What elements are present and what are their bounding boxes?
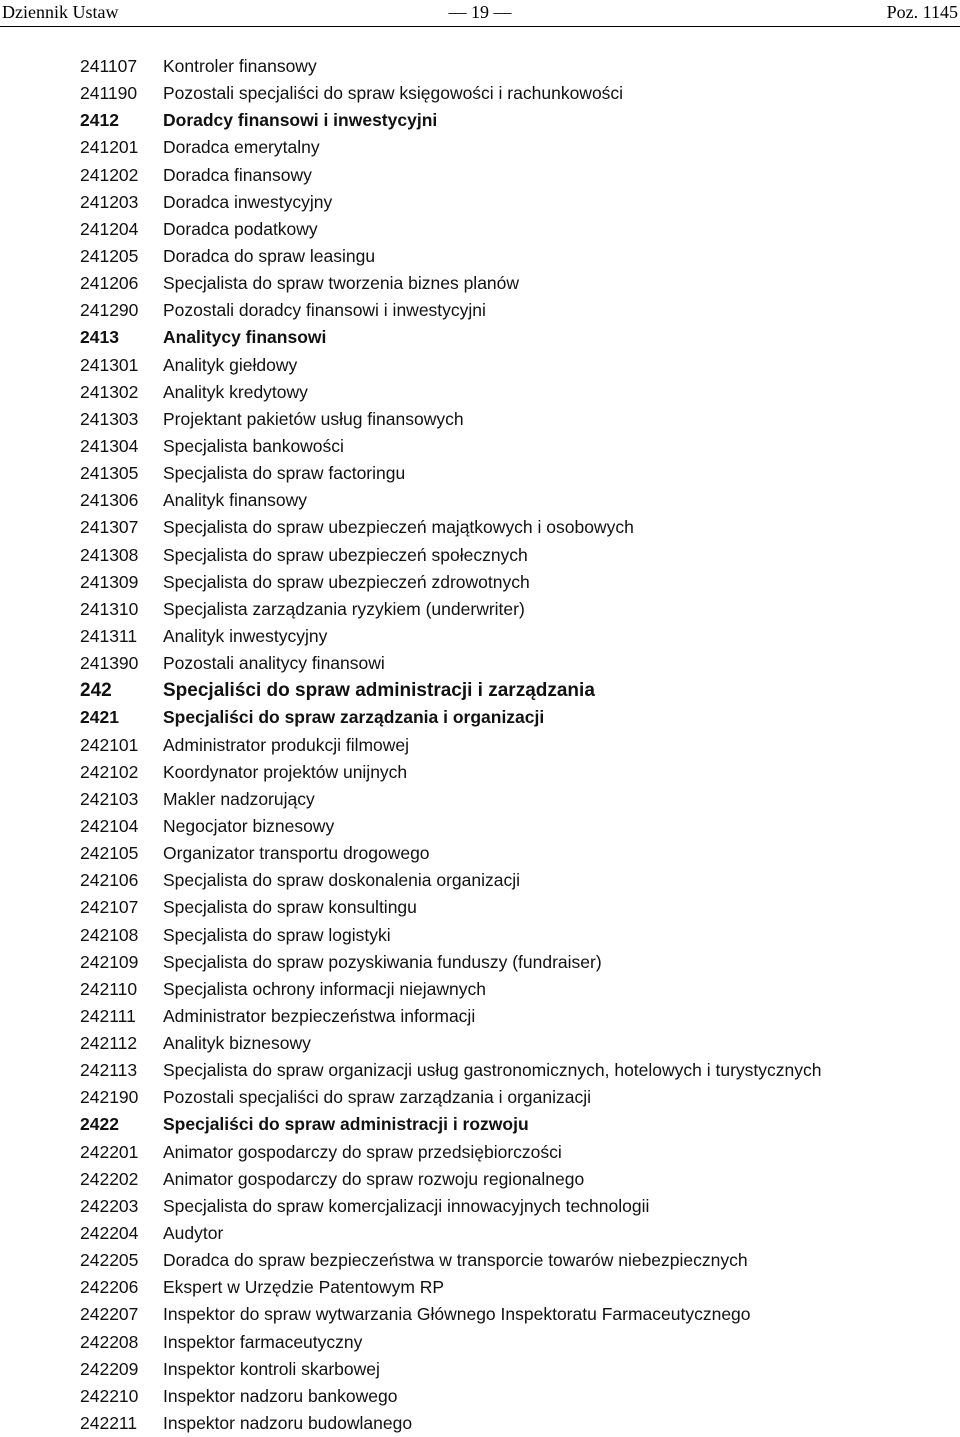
list-item (80, 1220, 950, 1247)
list-item (80, 53, 950, 80)
list-item (80, 1356, 950, 1383)
list-item (80, 1301, 950, 1328)
occupation-name: Specjalista ochrony informacji niejawnych (163, 978, 486, 999)
occupation-name: Makler nadzorujący (163, 788, 315, 809)
occupation-name: Specjalista do spraw ubezpieczeń społecznych (163, 544, 528, 565)
list-item (80, 1329, 950, 1356)
occupation-code: 241204 (80, 218, 139, 239)
occupation-name: Analityk inwestycyjny (163, 625, 328, 646)
occupation-code: 242102 (80, 761, 139, 782)
occupation-code: 241202 (80, 164, 139, 185)
occupation-code: 241311 (80, 625, 138, 646)
occupation-code-list (80, 53, 950, 1437)
occupation-code: 242109 (80, 951, 139, 972)
occupation-name: Specjalista do spraw organizacji usług gastronomicznych, hotelowych i turystycznych (163, 1060, 822, 1081)
occupation-name: Doradca inwestycyjny (163, 191, 333, 212)
occupation-name: Pozostali analitycy finansowi (163, 653, 385, 674)
occupation-code: 242110 (80, 978, 138, 999)
list-item (80, 894, 950, 921)
section-heading (80, 677, 950, 704)
list-item (80, 379, 950, 406)
list-item (80, 569, 950, 596)
occupation-code: 242205 (80, 1250, 139, 1271)
list-item (80, 786, 950, 813)
occupation-name: Specjalista do spraw doskonalenia organizacji (163, 870, 521, 891)
occupation-code: 242112 (80, 1033, 138, 1054)
list-item (80, 80, 950, 107)
list-item (80, 216, 950, 243)
list-item (80, 1057, 950, 1084)
occupation-name: Animator gospodarczy do spraw przedsiębiorczości (163, 1141, 562, 1162)
list-item (80, 596, 950, 623)
occupation-name: Administrator produkcji filmowej (163, 734, 410, 755)
occupation-name: Specjaliści do spraw administracji i rozwoju (163, 1114, 529, 1135)
occupation-code: 241206 (80, 273, 139, 294)
list-item (80, 813, 950, 840)
list-item (80, 514, 950, 541)
occupation-name: Analityk giełdowy (163, 354, 298, 375)
occupation-name: Negocjator biznesowy (163, 815, 335, 836)
list-item (80, 976, 950, 1003)
list-item (80, 867, 950, 894)
occupation-name: Specjaliści do spraw zarządzania i organizacji (163, 707, 545, 728)
occupation-code: 241306 (80, 490, 139, 511)
occupation-code: 241290 (80, 300, 139, 321)
occupation-name: Inspektor kontroli skarbowej (163, 1358, 380, 1379)
occupation-name: Projektant pakietów usług finansowych (163, 408, 464, 429)
list-item (80, 1383, 950, 1410)
occupation-name: Specjalista do spraw logistyki (163, 924, 391, 945)
list-item (80, 1274, 950, 1301)
occupation-code: 242108 (80, 924, 139, 945)
group-heading (80, 107, 950, 134)
occupation-name: Doradca emerytalny (163, 137, 320, 158)
occupation-name: Animator gospodarczy do spraw rozwoju regionalnego (163, 1168, 585, 1189)
occupation-code: 241301 (80, 354, 139, 375)
list-item (80, 922, 950, 949)
occupation-name: Specjalista do spraw komercjalizacji innowacyjnych technologii (163, 1195, 650, 1216)
occupation-code: 242206 (80, 1277, 139, 1298)
occupation-code: 241190 (80, 83, 138, 104)
list-item (80, 134, 950, 161)
occupation-name: Specjalista do spraw factoringu (163, 463, 406, 484)
occupation-code: 242209 (80, 1358, 139, 1379)
list-item (80, 433, 950, 460)
occupation-name: Specjalista bankowości (163, 435, 344, 456)
occupation-code: 242103 (80, 788, 139, 809)
list-item (80, 1193, 950, 1220)
occupation-name: Specjalista do spraw ubezpieczeń majątkowych i osobowych (163, 517, 634, 538)
list-item (80, 297, 950, 324)
page-header (0, 0, 960, 27)
occupation-name: Organizator transportu drogowego (163, 843, 430, 864)
occupation-name: Inspektor farmaceutyczny (163, 1331, 363, 1352)
occupation-code: 241303 (80, 408, 139, 429)
occupation-name: Specjalista do spraw pozyskiwania funduszy (fundraiser) (163, 951, 602, 972)
occupation-name: Administrator bezpieczeństwa informacji (163, 1005, 476, 1026)
occupation-name: Pozostali specjaliści do spraw zarządzania i organizacji (163, 1087, 591, 1108)
occupation-code: 242201 (80, 1141, 139, 1162)
list-item (80, 623, 950, 650)
group-heading (80, 1111, 950, 1138)
occupation-name: Specjalista do spraw konsultingu (163, 897, 417, 918)
occupation-code: 242210 (80, 1385, 139, 1406)
list-item (80, 1003, 950, 1030)
occupation-name: Doradca do spraw leasingu (163, 245, 376, 266)
occupation-name: Doradca do spraw bezpieczeństwa w transporcie towarów niebezpiecznych (163, 1250, 748, 1271)
occupation-name: Pozostali specjaliści do spraw księgowości i rachunkowości (163, 83, 624, 104)
occupation-code: 242111 (80, 1005, 136, 1026)
occupation-name: Analityk finansowy (163, 490, 307, 511)
occupation-code: 242106 (80, 870, 139, 891)
occupation-code: 241308 (80, 544, 139, 565)
occupation-code: 242202 (80, 1168, 139, 1189)
position-number: Poz. 1145 (886, 2, 958, 22)
occupation-code: 242208 (80, 1331, 139, 1352)
occupation-code: 2421 (80, 707, 119, 728)
occupation-name: Specjalista zarządzania ryzykiem (underwriter) (163, 598, 525, 619)
list-item (80, 1030, 950, 1057)
occupation-name: Specjalista do spraw ubezpieczeń zdrowotnych (163, 571, 530, 592)
occupation-name: Inspektor nadzoru budowlanego (163, 1413, 413, 1434)
occupation-code: 242107 (80, 897, 139, 918)
occupation-name: Audytor (163, 1223, 224, 1244)
occupation-code: 241390 (80, 653, 139, 674)
occupation-code: 2422 (80, 1114, 119, 1135)
list-item (80, 487, 950, 514)
list-item (80, 189, 950, 216)
occupation-code: 241302 (80, 381, 139, 402)
list-item (80, 542, 950, 569)
occupation-code: 242204 (80, 1223, 139, 1244)
list-item (80, 1247, 950, 1274)
occupation-name: Inspektor do spraw wytwarzania Głównego Inspektoratu Farmaceutycznego (163, 1304, 751, 1325)
occupation-code: 242203 (80, 1195, 139, 1216)
list-item (80, 460, 950, 487)
occupation-name: Kontroler finansowy (163, 56, 317, 76)
occupation-code: 241304 (80, 435, 139, 456)
list-item (80, 759, 950, 786)
occupation-code: 242101 (80, 734, 139, 755)
occupation-name: Specjaliści do spraw administracji i zarządzania (163, 680, 595, 702)
occupation-code: 241310 (80, 598, 139, 619)
occupation-code: 242207 (80, 1304, 139, 1325)
occupation-name: Doradcy finansowi i inwestycyjni (163, 110, 438, 131)
occupation-code: 241203 (80, 191, 139, 212)
occupation-code: 2412 (80, 110, 119, 131)
occupation-name: Specjalista do spraw tworzenia biznes planów (163, 273, 520, 294)
list-item (80, 1166, 950, 1193)
list-item (80, 840, 950, 867)
occupation-code: 241205 (80, 245, 139, 266)
occupation-name: Koordynator projektów unijnych (163, 761, 408, 782)
occupation-name: Doradca podatkowy (163, 218, 318, 239)
group-heading (80, 704, 950, 731)
list-item (80, 352, 950, 379)
list-item (80, 650, 950, 677)
occupation-code: 242190 (80, 1087, 139, 1108)
list-item (80, 732, 950, 759)
occupation-code: 242105 (80, 843, 139, 864)
list-item (80, 949, 950, 976)
occupation-code: 241305 (80, 463, 139, 484)
occupation-name: Ekspert w Urzędzie Patentowym RP (163, 1277, 445, 1298)
occupation-code: 241107 (80, 56, 138, 76)
list-item (80, 243, 950, 270)
occupation-code: 242113 (80, 1060, 138, 1081)
list-item (80, 406, 950, 433)
group-heading (80, 324, 950, 351)
occupation-code: 2413 (80, 327, 119, 348)
occupation-code: 241201 (80, 137, 139, 158)
occupation-name: Analityk kredytowy (163, 381, 308, 402)
page-number: — 19 — (448, 2, 512, 22)
list-item (80, 1139, 950, 1166)
occupation-code: 242104 (80, 815, 139, 836)
list-item (80, 162, 950, 189)
occupation-code: 242211 (80, 1413, 138, 1434)
list-item (80, 1410, 950, 1437)
occupation-name: Doradca finansowy (163, 164, 312, 185)
occupation-name: Inspektor nadzoru bankowego (163, 1385, 398, 1406)
occupation-name: Analityk biznesowy (163, 1033, 311, 1054)
occupation-code: 241307 (80, 517, 139, 538)
list-item (80, 270, 950, 297)
occupation-name: Analitycy finansowi (163, 327, 327, 348)
occupation-code: 241309 (80, 571, 139, 592)
journal-title: Dziennik Ustaw (2, 2, 119, 22)
list-item (80, 1084, 950, 1111)
occupation-code: 242 (80, 680, 112, 702)
occupation-name: Pozostali doradcy finansowi i inwestycyjni (163, 300, 486, 321)
